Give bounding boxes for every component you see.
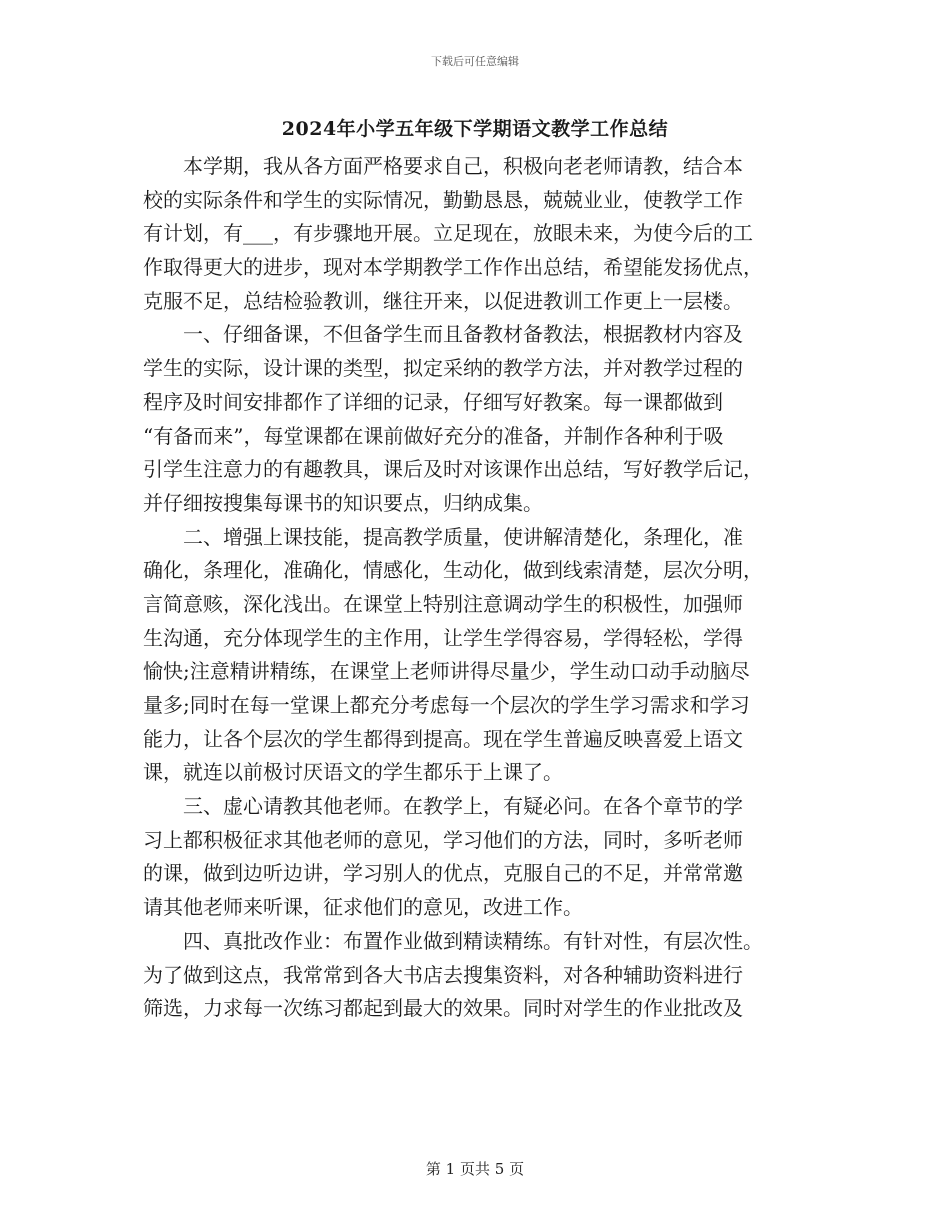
body-line: 愉快;注意精讲精练，在课堂上老师讲得尽量少，学生动口动手动脑尽 bbox=[143, 659, 750, 684]
body-line: 请其他老师来听课，征求他们的意见，改进工作。 bbox=[143, 895, 583, 920]
header-note: 下载后可任意编辑 bbox=[431, 55, 519, 68]
body-line: 引学生注意力的有趣教具，课后及时对该课作出总结，写好教学后记， bbox=[143, 457, 763, 482]
body-line: 一、仔细备课，不但备学生而且备教材备教法，根据教材内容及 bbox=[183, 322, 743, 347]
body-line: 克服不足，总结检验教训，继往开来，以促进教训工作更上一层楼。 bbox=[143, 288, 743, 313]
body-line: 本学期，我从各方面严格要求自己，积极向老老师请教，结合本 bbox=[183, 154, 743, 178]
body-line: 量多;同时在每一堂课上都充分考虑每一个层次的学生学习需求和学习 bbox=[143, 693, 750, 717]
body-line: 作取得更大的进步，现对本学期教学工作作出总结，希望能发扬优点， bbox=[143, 255, 763, 280]
body-line: 有计划，有___，有步骤地开展。立足现在，放眼未来，为使今后的工 bbox=[143, 221, 753, 246]
document-title: 2024年小学五年级下学期语文教学工作总结 bbox=[281, 118, 669, 140]
body-line: 课，就连以前极讨厌语文的学生都乐于上课了。 bbox=[143, 760, 563, 785]
body-line: 程序及时间安排都作了详细的记录，仔细写好教案。每一课都做到 bbox=[143, 389, 723, 414]
body-line: 并仔细按搜集每课书的知识要点，归纳成集。 bbox=[143, 490, 543, 515]
body-line: 能力，让各个层次的学生都得到提高。现在学生普遍反映喜爱上语文 bbox=[143, 726, 743, 751]
body-line: 习上都积极征求其他老师的意见，学习他们的方法，同时，多听老师 bbox=[143, 827, 743, 852]
body-line: 学生的实际，设计课的类型，拟定采纳的教学方法，并对教学过程的 bbox=[143, 356, 743, 381]
body-line: 生沟通，充分体现学生的主作用，让学生学得容易，学得轻松，学得 bbox=[143, 625, 743, 650]
document-body bbox=[143, 150, 808, 1026]
page-number-footer: 第 1 页共 5 页 bbox=[425, 1160, 525, 1178]
body-line: 为了做到这点，我常常到各大书店去搜集资料，对各种辅助资料进行 bbox=[143, 962, 743, 987]
body-line: 二、增强上课技能，提高教学质量，使讲解清楚化，条理化，准 bbox=[183, 524, 743, 549]
body-line: “有备而来”，每堂课都在课前做好充分的准备，并制作各种利于吸 bbox=[143, 423, 724, 448]
body-line: 校的实际条件和学生的实际情况，勤勤恳恳，兢兢业业，使教学工作 bbox=[143, 187, 743, 212]
body-line: 言简意赅，深化浅出。在课堂上特别注意调动学生的积极性，加强师 bbox=[143, 591, 743, 616]
body-line: 筛选，力求每一次练习都起到最大的效果。同时对学生的作业批改及 bbox=[143, 996, 743, 1021]
body-line: 的课，做到边听边讲，学习别人的优点，克服自己的不足，并常常邀 bbox=[143, 861, 743, 886]
body-line: 确化，条理化，准确化，情感化，生动化，做到线索清楚，层次分明， bbox=[143, 558, 763, 583]
body-line: 四、真批改作业：布置作业做到精读精练。有针对性，有层次性。 bbox=[183, 928, 763, 953]
body-line: 三、虚心请教其他老师。在教学上，有疑必问。在各个章节的学 bbox=[183, 794, 743, 819]
